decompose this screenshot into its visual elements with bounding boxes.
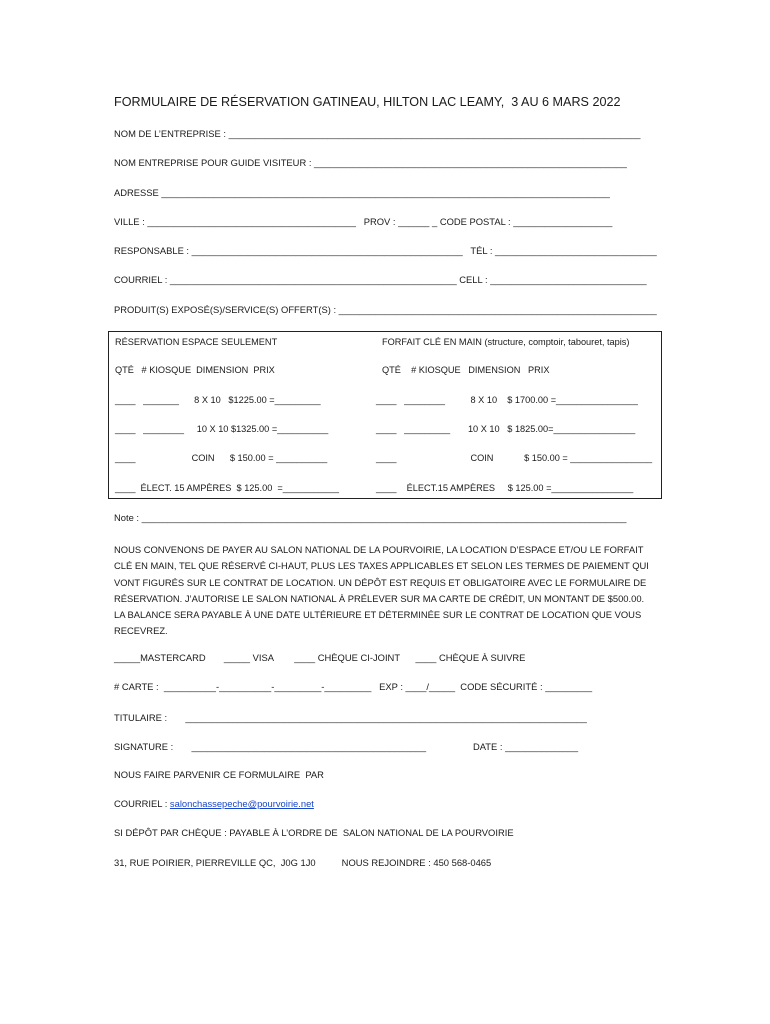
- paragraph-line: NOUS CONVENONS DE PAYER AU SALON NATIONAL DE LA POURVOIRIE, LA LOCATION D’ESPACE ET/OU LE FORFAIT: [114, 544, 644, 555]
- note-field[interactable]: Note : _____________________________________________________________________________________________: [114, 512, 627, 523]
- card-number-field[interactable]: # CARTE : __________-__________-_________-_________ EXP : ____/_____ CODE SÉCURITÉ : _________: [114, 681, 593, 692]
- email-cell-field[interactable]: COURRIEL : _______________________________________________________ CELL : ______________________________: [114, 274, 647, 285]
- email-contact: [114, 798, 314, 810]
- company-name-field[interactable]: NOM DE L’ENTREPRISE : _______________________________________________________________________________: [114, 128, 641, 139]
- turnkey-columns: QTÉ # KIOSQUE DIMENSION PRIX: [382, 365, 550, 375]
- payment-method-options[interactable]: _____MASTERCARD _____ VISA ____ CHÈQUE CI-JOINT ____ CHÈQUE À SUIVRE: [114, 652, 526, 663]
- space-only-columns: QTÉ # KIOSQUE DIMENSION PRIX: [115, 365, 275, 375]
- cheque-payable-note: SI DÉPÔT PAR CHÈQUE : PAYABLE À L’ORDRE DE SALON NATIONAL DE LA POURVOIRIE: [114, 827, 514, 838]
- paragraph-line: RECEVREZ.: [114, 625, 168, 637]
- products-services-field[interactable]: PRODUIT(S) EXPOSÉ(S)/SERVICE(S) OFFERT(S) : _____________________________________________________________: [114, 304, 657, 315]
- email-link[interactable]: salonchassepeche@pourvoirie.net: [169, 798, 314, 809]
- cardholder-field[interactable]: TITULAIRE : _____________________________________________________________________________: [114, 712, 587, 723]
- send-form-instruction: NOUS FAIRE PARVENIR CE FORMULAIRE PAR: [114, 769, 324, 780]
- signature-date-field[interactable]: SIGNATURE : _____________________________________________ DATE : ______________: [114, 741, 579, 752]
- turnkey-package-header: FORFAIT CLÉ EN MAIN (structure, comptoir, tabouret, tapis): [382, 337, 630, 347]
- address-field[interactable]: ADRESSE ______________________________________________________________________________________: [114, 187, 610, 198]
- responsible-phone-field[interactable]: RESPONSABLE : ____________________________________________________ TÉL : _______________________________: [114, 245, 657, 256]
- email-contact-label: COURRIEL :: [114, 798, 170, 809]
- paragraph-line: RÉSERVATION. J’AUTORISE LE SALON NATIONAL À PRÉLEVER SUR MA CARTE DE CRÉDIT, UN MONTANT DE $500.00.: [114, 592, 645, 604]
- space-row-8x10[interactable]: ____ _______ 8 X 10 $1225.00 =_________: [115, 395, 321, 405]
- mailing-address-phone: 31, RUE POIRIER, PIERREVILLE QC, J0G 1J0 NOUS REJOINDRE : 450 568-0465: [114, 857, 492, 868]
- paragraph-line: VONT FIGURÉS SUR LE CONTRAT DE LOCATION. UN DÉPÔT EST REQUIS ET OBLIGATOIRE AVEC LE FORMULAIRE DE: [114, 576, 647, 588]
- form-title: FORMULAIRE DE RÉSERVATION GATINEAU, HILTON LAC LEAMY, 3 AU 6 MARS 2022: [114, 95, 621, 109]
- city-province-postal-field[interactable]: VILLE : ________________________________________ PROV : ______ _ CODE POSTAL : ___________________: [114, 216, 613, 227]
- space-row-10x10[interactable]: ____ ________ 10 X 10 $1325.00 =__________: [115, 424, 329, 434]
- turnkey-row-10x10[interactable]: ____ _________ 10 X 10 $ 1825.00=________________: [376, 424, 636, 434]
- turnkey-row-electricity[interactable]: ____ ÉLECT.15 AMPÈRES $ 125.00 =________________: [376, 483, 634, 493]
- space-row-coin[interactable]: ____ COIN $ 150.00 = __________: [115, 453, 328, 463]
- space-row-electricity[interactable]: ____ ÉLECT. 15 AMPÈRES $ 125.00 =___________: [115, 483, 339, 493]
- paragraph-line: CLÉ EN MAIN, TEL QUE RÉSERVÉ CI-HAUT, PLUS LES TAXES APPLICABLES ET SELON LES TERMES DE PAIEMENT QUI: [114, 560, 649, 572]
- paragraph-line: LA BALANCE SERA PAYABLE À UNE DATE ULTÉRIEURE ET DÉTERMINÉE SUR LE CONTRAT DE LOCATION QUE VOUS: [114, 609, 642, 621]
- space-only-header: RÉSERVATION ESPACE SEULEMENT: [115, 337, 278, 347]
- visitor-guide-name-field[interactable]: NOM ENTREPRISE POUR GUIDE VISITEUR : ____________________________________________________________: [114, 157, 627, 168]
- turnkey-row-coin[interactable]: ____ COIN $ 150.00 = ________________: [376, 453, 653, 463]
- reservation-options-box: [108, 331, 662, 499]
- agreement-paragraph: [114, 542, 654, 640]
- turnkey-row-8x10[interactable]: ____ ________ 8 X 10 $ 1700.00 =________________: [376, 395, 638, 405]
